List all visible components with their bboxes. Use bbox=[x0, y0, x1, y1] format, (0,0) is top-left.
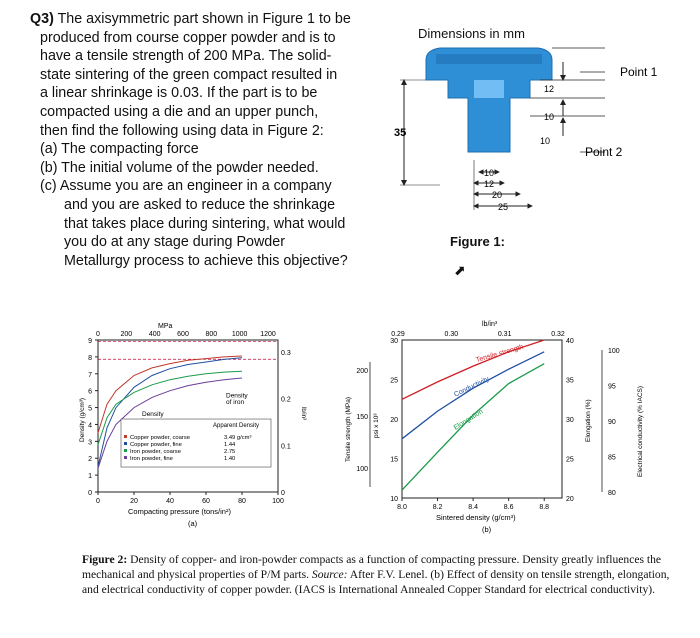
top-tick-label: 200 bbox=[120, 331, 133, 338]
legend-entry: Iron powder, fine bbox=[130, 456, 173, 463]
figure1-drawing bbox=[380, 40, 700, 230]
x-tick-label: 40 bbox=[166, 498, 174, 505]
left-inner-tick-label: 25 bbox=[390, 377, 398, 385]
y-tick-label: 2 bbox=[88, 456, 92, 464]
chart-a bbox=[78, 312, 308, 542]
right-inner-tick-label: 20 bbox=[566, 496, 574, 503]
panel-label: (b) bbox=[482, 525, 492, 534]
x-tick-label: 8.0 bbox=[397, 504, 407, 511]
question-item-c-line: you do at any stage during Powder bbox=[64, 234, 285, 251]
y-tick-label: 4 bbox=[88, 422, 92, 430]
question-item-c-line: Metallurgy process to achieve this objective? bbox=[64, 252, 348, 269]
question-line: have a tensile strength of 200 MPa. The solid- bbox=[40, 48, 332, 65]
point2-label: Point 2 bbox=[585, 145, 623, 159]
legend-swatch bbox=[124, 449, 127, 452]
caption-source-label: Source: bbox=[311, 568, 348, 581]
right-outer-tick-label: 100 bbox=[608, 348, 620, 355]
legend-header: Apparent Density bbox=[212, 423, 260, 430]
dim-12: 12 bbox=[544, 84, 555, 94]
legend-entry: Copper powder, coarse bbox=[130, 435, 190, 442]
y-axis-label: Density (g/cm³) bbox=[79, 397, 86, 442]
y-tick-label: 9 bbox=[88, 338, 92, 345]
question-line: a linear shrinkage is 0.03. If the part is to be bbox=[40, 85, 318, 102]
top-tick-label: 0 bbox=[96, 331, 100, 338]
top-tick-label: 800 bbox=[205, 331, 218, 338]
top-tick-label: 0.29 bbox=[391, 331, 405, 338]
top-tick-label: 1200 bbox=[260, 331, 276, 338]
x-tick-label: 60 bbox=[202, 498, 210, 505]
left-outer-tick-label: 200 bbox=[356, 368, 368, 375]
legend-value: 1.44 bbox=[224, 442, 236, 449]
x-tick-label: 80 bbox=[238, 498, 246, 505]
legend-entry: Copper powder, fine bbox=[130, 442, 182, 449]
left-inner-tick-label: 10 bbox=[390, 496, 398, 503]
left-inner-tick-label: 20 bbox=[390, 417, 398, 424]
y-tick-label: 1 bbox=[88, 473, 92, 481]
y-tick-label: 3 bbox=[88, 439, 92, 447]
y-tick-label: 0 bbox=[88, 490, 92, 497]
x-tick-label: 8.6 bbox=[503, 504, 514, 511]
right-axis-label: lb/in³ bbox=[300, 407, 306, 421]
cursor-icon: ⬈ bbox=[454, 262, 466, 278]
y-tick-label: 5 bbox=[88, 405, 92, 413]
dia-10: 10 bbox=[484, 168, 495, 178]
x-tick-label: 8.4 bbox=[468, 504, 478, 511]
top-tick-label: 0.30 bbox=[444, 331, 459, 338]
question-item-a: (a) The compacting force bbox=[40, 141, 199, 158]
left-outer-label: Tensile strength (MPa) bbox=[345, 396, 352, 462]
series-label-elongation: Elongation bbox=[452, 408, 485, 432]
right-outer-tick-label: 90 bbox=[608, 419, 616, 426]
x-tick-label: 20 bbox=[130, 498, 138, 505]
dim-10-top: 10 bbox=[544, 112, 555, 122]
right-outer-tick-label: 80 bbox=[608, 490, 616, 497]
part-shape bbox=[426, 48, 555, 152]
legend-swatch bbox=[124, 456, 127, 459]
annotation-iron: Density bbox=[226, 392, 248, 400]
series-label-conductivity: Conductivity bbox=[453, 375, 491, 399]
x-tick-label: 8.8 bbox=[539, 504, 550, 511]
x-tick-label: 8.2 bbox=[432, 504, 443, 511]
right-tick-label: 0.2 bbox=[281, 396, 291, 404]
point1-label: Point 1 bbox=[620, 65, 658, 79]
top-tick-label: 600 bbox=[177, 331, 189, 338]
left-inner-tick-label: 15 bbox=[390, 456, 398, 464]
series-label-tensile: Tensile strength bbox=[475, 343, 525, 365]
x-tick-label: 100 bbox=[272, 498, 284, 505]
right-tick-label: 0 bbox=[281, 490, 285, 497]
top-tick-label: 0.31 bbox=[497, 331, 512, 338]
chart-b bbox=[342, 312, 662, 542]
right-inner-tick-label: 25 bbox=[566, 456, 574, 464]
legend-value: 3.49 g/cm³ bbox=[224, 435, 252, 442]
question-line: The axisymmetric part shown in Figure 1 to be bbox=[57, 11, 351, 27]
x-tick-label: 0 bbox=[96, 498, 100, 505]
left-inner-tick-label: 30 bbox=[390, 338, 398, 345]
question-line: produced from course copper powder and is to bbox=[40, 29, 336, 46]
annotation-copper: Density bbox=[142, 411, 164, 418]
right-tick-label: 0.1 bbox=[281, 443, 291, 451]
figure1-caption: Figure 1: bbox=[450, 234, 505, 249]
right-inner-label: Elongation (%) bbox=[585, 399, 592, 442]
plot-frame bbox=[402, 340, 562, 498]
left-outer-tick-label: 150 bbox=[356, 414, 368, 421]
dia-25: 25 bbox=[498, 202, 509, 212]
y-tick-label: 6 bbox=[88, 388, 92, 396]
legend-swatch bbox=[124, 435, 127, 438]
top-axis-label: MPa bbox=[158, 323, 173, 330]
x-axis-label: Sintered density (g/cm³) bbox=[436, 513, 516, 522]
top-tick-label: 0.32 bbox=[551, 331, 565, 338]
annotation-iron: of iron bbox=[226, 399, 245, 407]
right-outer-tick-label: 85 bbox=[608, 454, 616, 462]
left-inner-label: psi x 10³ bbox=[373, 413, 380, 438]
y-tick-label: 8 bbox=[88, 354, 92, 362]
question-line: state sintering of the green compact resulted in bbox=[40, 66, 338, 83]
right-inner-tick-label: 30 bbox=[566, 417, 574, 424]
question-line: compacted using a die and an upper punch, bbox=[40, 103, 319, 120]
question-item-c-line: and you are asked to reduce the shrinkage bbox=[64, 196, 336, 213]
dia-12: 12 bbox=[484, 179, 495, 189]
right-outer-label: Electrical conductivity (% IACS) bbox=[637, 385, 644, 477]
question-item-c-line: that takes place during sintering, what would bbox=[64, 215, 346, 232]
legend-value: 2.75 bbox=[224, 449, 236, 456]
legend-entry: Iron powder, coarse bbox=[130, 449, 181, 456]
dim-height: 35 bbox=[394, 127, 407, 139]
caption-text: Density of copper- and iron-powder compacts as a function of compacting pressure. Density greatly influences the mechanical and physical properties of P/M parts. bbox=[82, 553, 662, 581]
legend-value: 1.40 bbox=[224, 456, 236, 463]
question-item-b: (b) The initial volume of the powder needed. bbox=[40, 159, 319, 176]
dimensions-note: Dimensions in mm bbox=[418, 26, 525, 41]
caption-source-text: After F.V. Lenel. (b) Effect of density on tensile strength, elongation, and electrical conductivity of copper powder. (IACS is International Annealed Copper Standard for electrical conductivity). bbox=[82, 568, 670, 596]
caption-label: Figure 2: bbox=[82, 553, 128, 566]
dia-20: 20 bbox=[492, 190, 503, 200]
right-outer-tick-label: 95 bbox=[608, 383, 616, 391]
x-axis-label: Compacting pressure (tons/in²) bbox=[128, 507, 231, 516]
question-item-c: (c) Assume you are an engineer in a company bbox=[40, 178, 332, 195]
top-tick-label: 400 bbox=[148, 331, 161, 338]
left-outer-tick-label: 100 bbox=[356, 466, 368, 473]
panel-label: (a) bbox=[188, 519, 198, 528]
right-tick-label: 0.3 bbox=[281, 349, 291, 357]
question-label: Q3) bbox=[30, 11, 54, 27]
right-inner-tick-label: 35 bbox=[566, 377, 574, 385]
figure2-caption bbox=[82, 552, 682, 597]
top-tick-label: 1000 bbox=[231, 331, 248, 338]
question-line: then find the following using data in Figure 2: bbox=[40, 122, 324, 139]
series-line bbox=[402, 352, 544, 439]
y-tick-label: 7 bbox=[88, 371, 92, 379]
dim-10-bottom: 10 bbox=[540, 136, 551, 146]
legend-swatch bbox=[124, 442, 127, 445]
top-axis-label: lb/in³ bbox=[482, 321, 498, 328]
right-inner-tick-label: 40 bbox=[566, 338, 574, 345]
question-text bbox=[30, 10, 380, 270]
